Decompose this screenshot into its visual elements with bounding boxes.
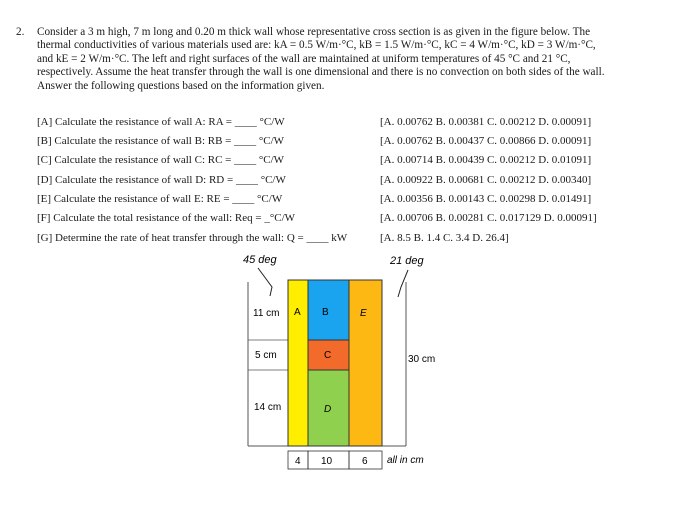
- question-d: [D] Calculate the resistance of wall D: RD = ____ °C/W: [37, 174, 286, 186]
- right-temp-label: 21 deg: [390, 255, 424, 267]
- layer-e-label: E: [360, 308, 367, 319]
- question-e: [E] Calculate the resistance of wall E: RE = ____ °C/W: [37, 193, 283, 205]
- statement-line: thermal conductivities of various materials used are: kA = 0.5 W/m·°C, kB = 1.5 W/m·°C, kC = 4 W/m·°C, kD = 3 W/m·°C,: [37, 39, 596, 52]
- question-f: [F] Calculate the total resistance of the wall: Req = _°C/W: [37, 212, 296, 224]
- units-note: all in cm: [387, 455, 424, 466]
- question-b: [B] Calculate the resistance of wall B: RB = ____ °C/W: [37, 135, 285, 147]
- statement-line: respectively. Assume the heat transfer through the wall is one dimensional and there is no convection on both sides of the wall.: [37, 66, 605, 79]
- options-d: [A. 0.00922 B. 0.00681 C. 0.00212 D. 0.00340]: [380, 174, 592, 186]
- height-c-label: 5 cm: [255, 350, 277, 361]
- layer-d-label: D: [324, 404, 332, 415]
- left-temp-label: 45 deg: [243, 254, 277, 266]
- height-b-label: 11 cm: [253, 308, 280, 319]
- total-height-label: 30 cm: [408, 354, 436, 365]
- height-d-label: 14 cm: [254, 402, 282, 413]
- left-temp-leader: [258, 268, 272, 296]
- options-e: [A. 0.00356 B. 0.00143 C. 0.00298 D. 0.01491]: [380, 193, 592, 205]
- width-bcd-label: 10: [321, 456, 333, 467]
- question-c: [C] Calculate the resistance of wall C: RC = ____ °C/W: [37, 154, 285, 166]
- width-a-label: 4: [295, 456, 301, 467]
- options-a: [A. 0.00762 B. 0.00381 C. 0.00212 D. 0.00091]: [380, 116, 592, 128]
- statement-line: Answer the following questions based on the information given.: [37, 79, 325, 92]
- layer-a-label: A: [294, 307, 301, 318]
- layer-a: [288, 280, 308, 446]
- question-a: [A] Calculate the resistance of wall A: RA = ____ °C/W: [37, 116, 285, 128]
- options-c: [A. 0.00714 B. 0.00439 C. 0.00212 D. 0.01091]: [380, 154, 592, 166]
- layer-e: [349, 280, 382, 446]
- statement-line: and kE = 2 W/m·°C. The left and right surfaces of the wall are maintained at uniform temperatures of 45 °C and 21 °C,: [37, 52, 571, 65]
- width-e-label: 6: [362, 456, 368, 467]
- problem-number: 2.: [16, 26, 25, 38]
- options-g: [A. 8.5 B. 1.4 C. 3.4 D. 26.4]: [380, 232, 509, 244]
- options-b: [A. 0.00762 B. 0.00437 C. 0.00866 D. 0.00091]: [380, 135, 592, 147]
- layer-b-label: B: [322, 307, 329, 318]
- layer-c-label: C: [324, 350, 332, 361]
- question-g: [G] Determine the rate of heat transfer through the wall: Q = ____ kW: [37, 232, 348, 244]
- options-f: [A. 0.00706 B. 0.00281 C. 0.017129 D. 0.00091]: [380, 212, 597, 224]
- statement-line: Consider a 3 m high, 7 m long and 0.20 m thick wall whose representative cross section is as given in the figure below. The: [37, 26, 591, 38]
